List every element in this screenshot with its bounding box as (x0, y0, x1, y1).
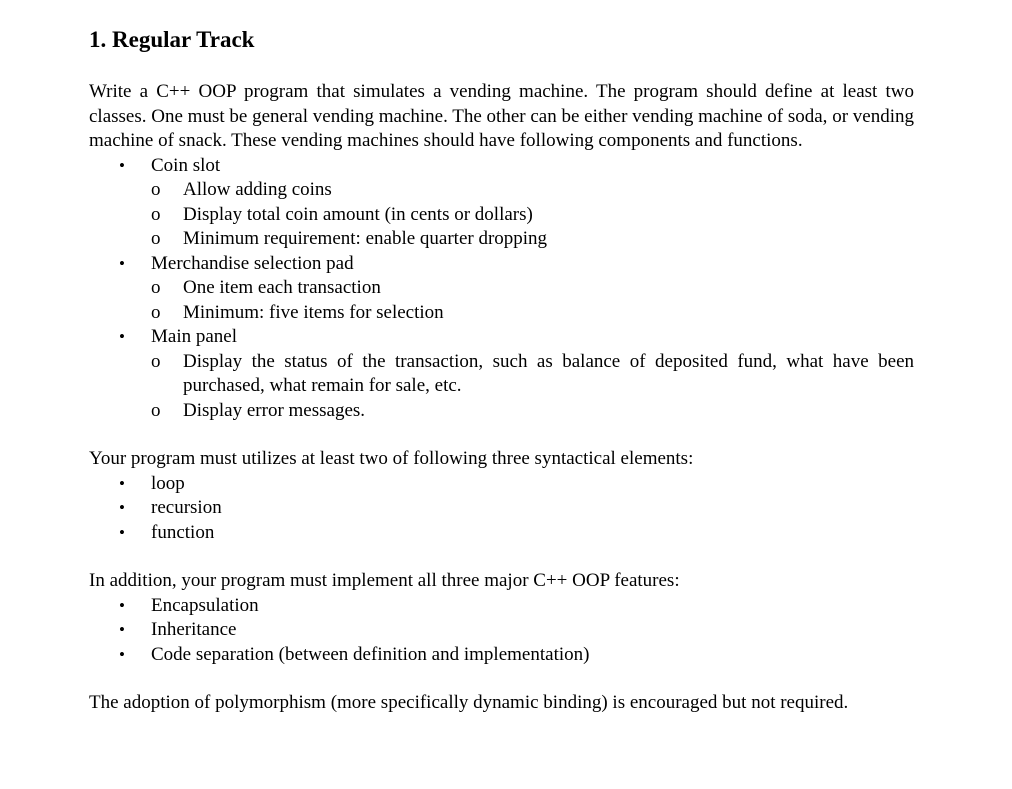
oop-intro: In addition, your program must implement all three major C++ OOP features: (89, 570, 680, 591)
sub-bullet-mark: o (151, 277, 161, 298)
component-label: Coin slot (151, 154, 221, 176)
bullet-mark: • (119, 327, 125, 346)
oop-item-text: Encapsulation (151, 594, 259, 616)
spacer (89, 423, 914, 447)
sub-bullet-mark: o (151, 399, 161, 421)
subitem-text: Minimum: five items for selection (183, 301, 444, 323)
subitem-text: Display error messages. (183, 399, 366, 421)
oop-item-text: Inheritance (151, 619, 237, 640)
subitem-text: One item each transaction (183, 277, 381, 298)
components-list (89, 154, 914, 424)
subitem (151, 203, 914, 228)
bullet-mark: • (119, 620, 125, 639)
subitem-text: Allow adding coins (183, 179, 332, 200)
component-item (89, 252, 914, 326)
syntax-item-text: function (151, 521, 215, 543)
subitem (151, 399, 914, 424)
syntax-item-text: recursion (151, 497, 222, 518)
syntax-item-text: loop (151, 472, 185, 494)
subitem (151, 350, 914, 399)
section-heading: 1. Regular Track (89, 27, 255, 52)
syntax-item (89, 496, 914, 521)
intro-paragraph: Write a C++ OOP program that simulates a vending machine. The program should define at least two classes. One must be general vending machine. The other can be either vending machine of soda, or vending machine of snack. These vending machines should have following components and functions. (89, 81, 914, 151)
oop-item-text: Code separation (between definition and implementation) (151, 643, 590, 665)
bullet-mark: • (119, 522, 125, 542)
subitem (151, 276, 914, 301)
bullet-mark: • (119, 498, 125, 517)
subitem (151, 301, 914, 326)
component-label: Merchandise selection pad (151, 252, 354, 274)
subitem-text: Display total coin amount (in cents or dollars) (183, 203, 533, 225)
syntax-item (89, 472, 914, 497)
bullet-mark: • (119, 644, 125, 664)
component-subitems (151, 178, 914, 252)
spacer (89, 545, 914, 569)
oop-item (89, 618, 914, 643)
syntax-item (89, 521, 914, 546)
component-item (89, 154, 914, 252)
oop-list (89, 594, 914, 668)
subitem-text: Minimum requirement: enable quarter dropping (183, 228, 548, 249)
component-subitems (151, 276, 914, 325)
bullet-mark: • (119, 473, 125, 493)
subitem-text: Display the status of the transaction, such as balance of deposited fund, what have been purchased, what remain for sale, etc. (183, 350, 914, 396)
component-label: Main panel (151, 326, 238, 347)
syntax-list (89, 472, 914, 546)
bullet-mark: • (119, 155, 125, 175)
bullet-mark: • (119, 253, 125, 273)
closing-paragraph: The adoption of polymorphism (more specifically dynamic binding) is encouraged but not required. (89, 692, 849, 713)
oop-item (89, 594, 914, 619)
bullet-mark: • (119, 595, 125, 615)
sub-bullet-mark: o (151, 179, 161, 200)
subitem (151, 178, 914, 203)
document-body (89, 26, 914, 716)
sub-bullet-mark: o (151, 301, 161, 323)
sub-bullet-mark: o (151, 350, 161, 372)
sub-bullet-mark: o (151, 203, 161, 225)
syntax-intro: Your program must utilizes at least two of following three syntactical elements: (89, 448, 694, 469)
spacer (89, 667, 914, 691)
component-subitems (151, 350, 914, 424)
oop-item (89, 643, 914, 668)
sub-bullet-mark: o (151, 228, 161, 249)
component-item (89, 325, 914, 423)
subitem (151, 227, 914, 252)
